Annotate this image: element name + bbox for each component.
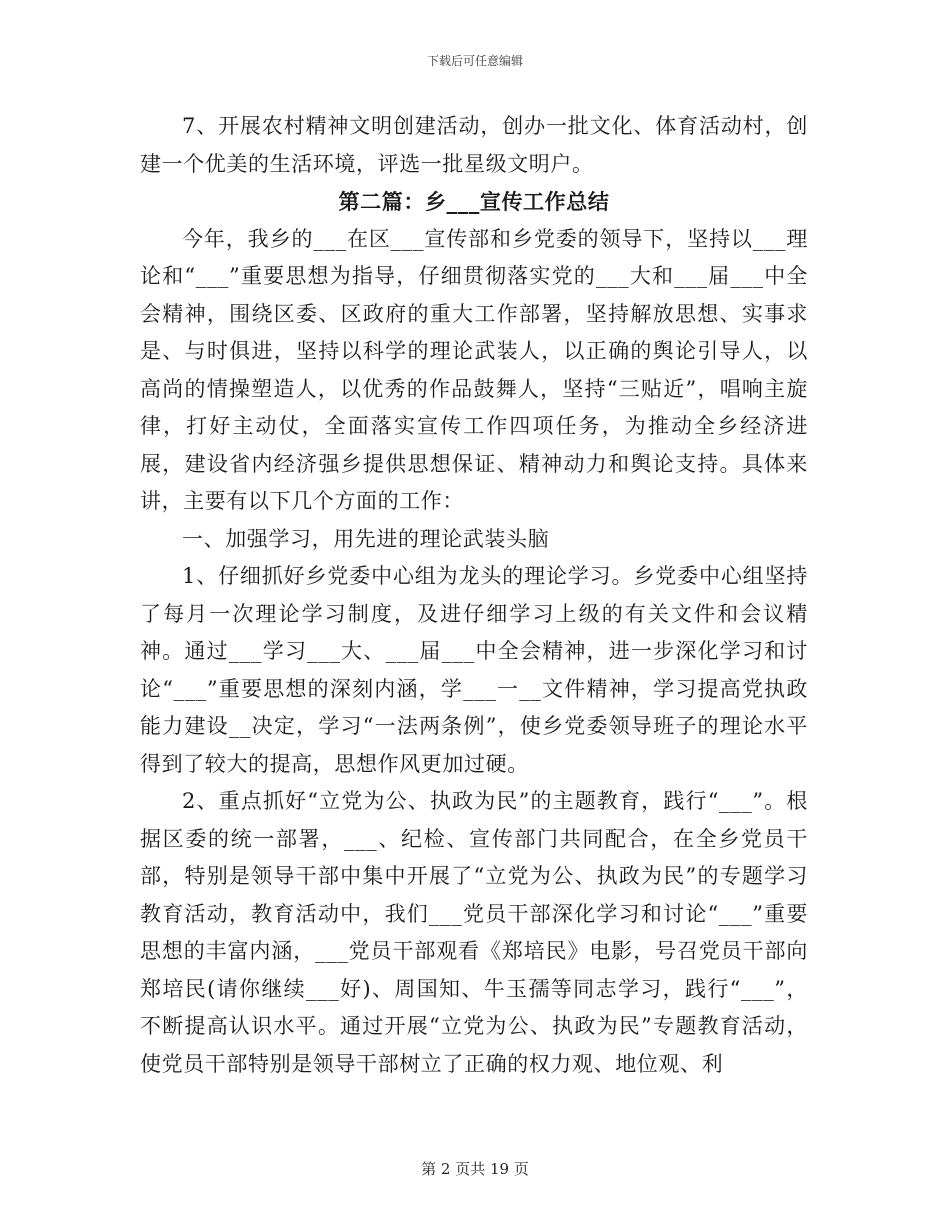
section-heading-1: 一、加强学习，用先进的理论武装头脑 bbox=[182, 526, 550, 551]
paragraph-item-7: 7、开展农村精神文明创建活动，创办一批文化、体育活动村，创建一个优美的生活环境，评选一批星级文明户。 bbox=[140, 114, 808, 176]
document-body bbox=[140, 108, 808, 1083]
page-number: 第 2 页共 19 页 bbox=[421, 1160, 529, 1178]
paragraph-item-1: 1、仔细抓好乡党委中心组为龙头的理论学习。乡党委中心组坚持了每月一次理论学习制度，及进仔细学习上级的有关文件和会议精神。通过___学习___大、___届___中全会精神，进一步深化学习和讨论“___”重要思想的深刻内涵，学___一__文件精神，学习提高党执政能力建设__决定，学习“一法两条例”，使乡党委领导班子的理论水平得到了较大的提高，思想作风更加过硬。 bbox=[140, 564, 808, 776]
section-title: 第二篇：乡___宣传工作总结 bbox=[338, 189, 610, 214]
paragraph-intro: 今年，我乡的___在区___宣传部和乡党委的领导下，坚持以___理论和“___”重要思想为指导，仔细贯彻落实党的___大和___届___中全会精神，围绕区委、区政府的重大工作部署，坚持解放思想、实事求是、与时俱进，坚持以科学的理论武装人，以正确的舆论引导人，以高尚的情操塑造人，以优秀的作品鼓舞人，坚持“三贴近”，唱响主旋律，打好主动仗，全面落实宣传工作四项任务，为推动全乡经济进展，建设省内经济强乡提供思想保证、精神动力和舆论支持。具体来讲，主要有以下几个方面的工作： bbox=[140, 226, 808, 513]
paragraph-item-2: 2、重点抓好“立党为公、执政为民”的主题教育，践行“___”。根据区委的统一部署，___、纪检、宣传部门共同配合，在全乡党员干部，特别是领导干部中集中开展了“立党为公、执政为民”的专题学习教育活动，教育活动中，我们___党员干部深化学习和讨论“___”重要思想的丰富内涵，___党员干部观看《郑培民》电影，号召党员干部向郑培民(请你继续___好)、周国知、牛玉孺等同志学习，践行“___”，不断提高认识水平。通过开展“立党为公、执政为民”专题教育活动，使党员干部特别是领导干部树立了正确的权力观、地位观、利 bbox=[140, 789, 808, 1076]
page-header-note: 下载后可任意编辑 bbox=[426, 54, 523, 68]
